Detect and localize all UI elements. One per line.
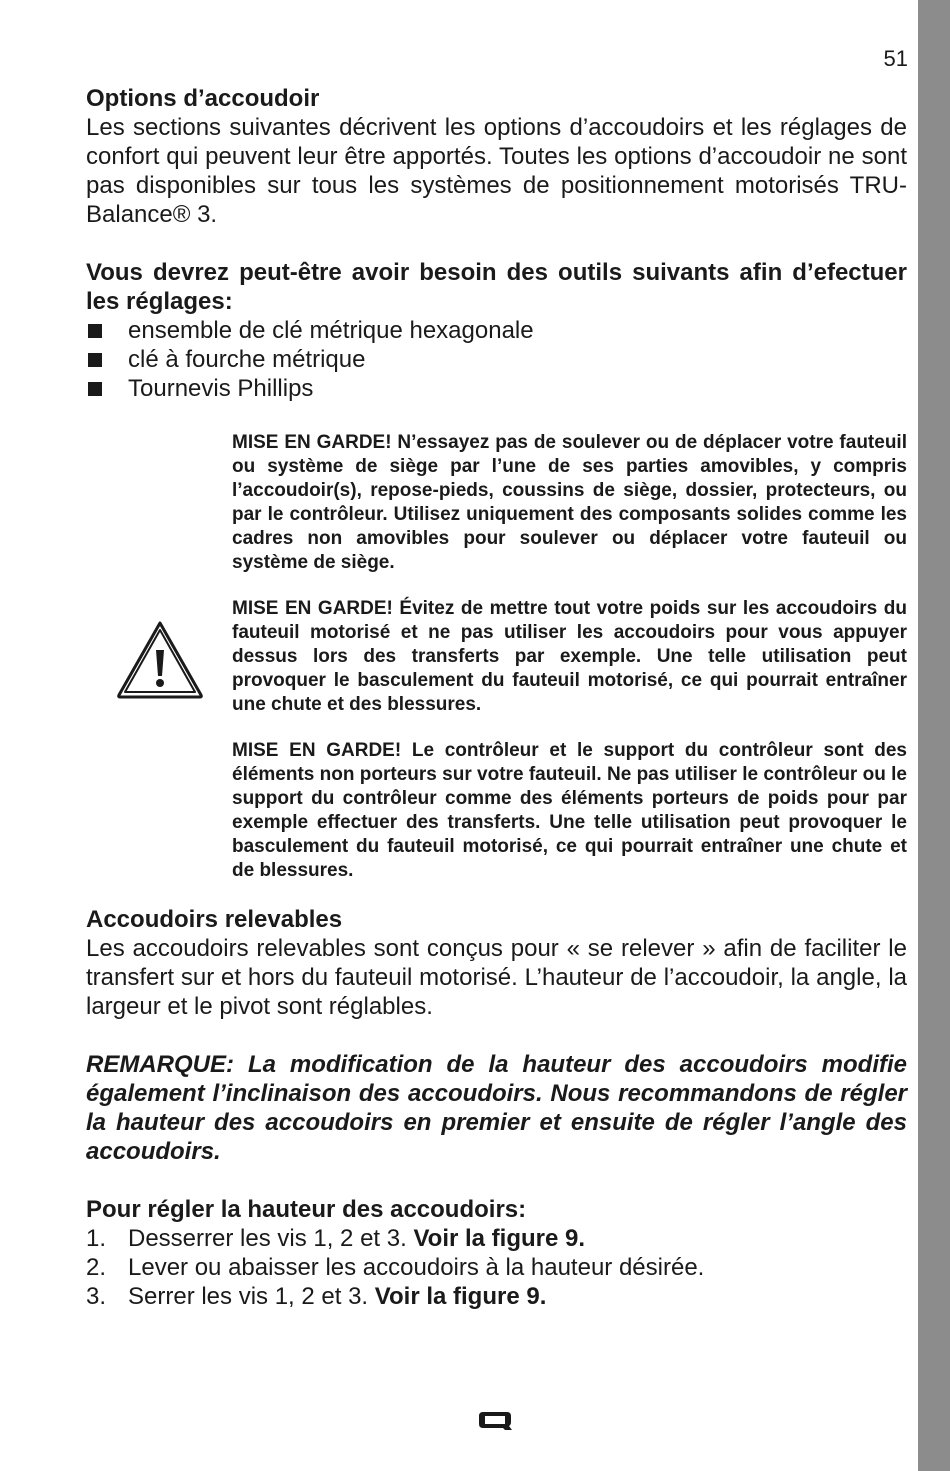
side-tab-bar <box>918 0 950 1471</box>
page-content <box>86 84 907 1311</box>
list-item: 1. Desserrer les vis 1, 2 et 3. Voir la figure 9. <box>86 1225 586 1252</box>
flip-up-body: Les accoudoirs relevables sont conçus pour « se relever » afin de faciliter le transfert sur et hors du fauteuil motorisé. L’hauteur de l’accoudoir, la angle, la largeur et le pivot sont réglables. <box>86 935 907 1020</box>
warnings-block <box>232 431 907 883</box>
bullet-square-icon <box>88 353 102 367</box>
warning-text: MISE EN GARDE! Le contrôleur et le support du contrôleur sont des éléments non porteurs sur votre fauteuil. Ne pas utiliser le contrôleur ou le support du contrôleur comme des éléments porteurs de poids pour par exemple effectuer des transferts. Une telle utilisation peut provoquer le basculement du fauteuil motorisé, ce qui pourrait entraîner une chute et de blessures. <box>232 740 907 881</box>
bullet-square-icon <box>88 324 102 338</box>
list-item: 3. Serrer les vis 1, 2 et 3. Voir la figure 9. <box>86 1283 547 1310</box>
list-item: ensemble de clé métrique hexagonale <box>86 316 907 345</box>
section-heading-flip-up: Accoudoirs relevables <box>86 906 343 933</box>
page-number: 51 <box>883 46 908 71</box>
warning-text: MISE EN GARDE! N’essayez pas de soulever ou de déplacer votre fauteuil ou système de siège par l’une de ses parties amovibles, y compris l’accoudoir(s), repose-pieds, coussins de siège, dossier, protecteurs, ou par le contrôleur. Utilisez uniquement des composants solides comme les cadres non amovibles pour soulever ou déplacer votre fauteuil ou système de siège. <box>232 432 907 573</box>
bullet-square-icon <box>88 382 102 396</box>
list-item: 2. Lever ou abaisser les accoudoirs à la hauteur désirée. <box>86 1254 705 1281</box>
warning-triangle-icon <box>116 620 204 700</box>
tools-list <box>86 316 907 403</box>
section-heading-height-adjust: Pour régler la hauteur des accoudoirs: <box>86 1196 527 1223</box>
steps-list <box>86 1224 907 1311</box>
section-heading-armrest-options: Options d’accoudoir <box>86 85 320 112</box>
q-logo-icon <box>477 1410 513 1432</box>
tools-intro: Vous devrez peut-être avoir besoin des outils suivants afin d’efectuer les réglages: <box>86 259 907 315</box>
armrest-options-body: Les sections suivantes décrivent les options d’accoudoirs et les réglages de confort qui peuvent leur être apportés. Toutes les options d’accoudoir ne sont pas disponibles sur tous les systèmes de positionnement motorisés TRU-Balance® 3. <box>86 114 907 228</box>
list-item: Tournevis Phillips <box>86 374 907 403</box>
warning-text: MISE EN GARDE! Évitez de mettre tout votre poids sur les accoudoirs du fauteuil motorisé et ne pas utiliser les accoudoirs pour vous appuyer dessus lors des transferts par exemple. Une telle utilisation peut provoquer le basculement du fauteuil motorisé, ce qui pourrait entraîner une chute et des blessures. <box>232 598 907 715</box>
list-item: clé à fourche métrique <box>86 345 907 374</box>
note-text: REMARQUE: La modification de la hauteur des accoudoirs modifie également l’inclinaison des accoudoirs. Nous recommandons de régler la hauteur des accoudoirs en premier et ensuite de régler l’angle des accoudoirs. <box>86 1051 907 1165</box>
